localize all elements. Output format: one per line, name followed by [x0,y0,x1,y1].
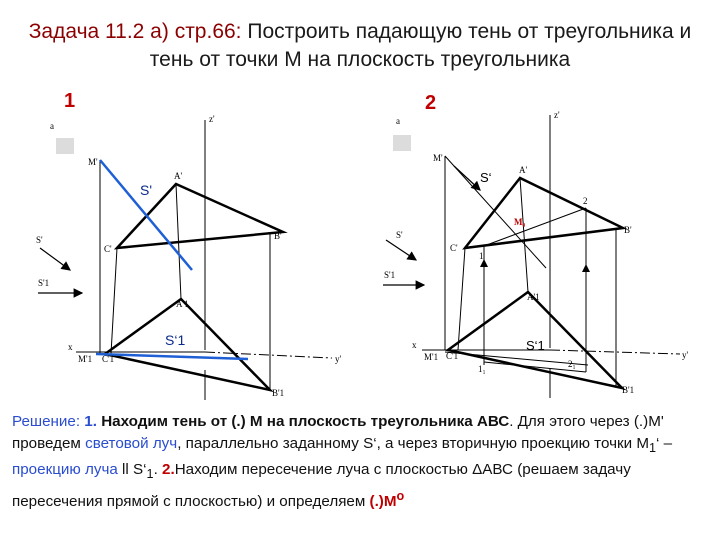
link-a [520,178,528,292]
ray-projection-term: проекцию луча [12,461,118,479]
label-a-prime: A' [519,165,528,175]
label-a1: A'1 [176,299,189,309]
label-m-prime: M' [433,153,443,163]
light-ray-term: световой луч [85,435,178,452]
s-subscript: 1 [146,467,154,482]
step-1-number: 1. [84,413,102,430]
panel-1-drawing [36,114,342,400]
label-s-prime: S‘ [480,170,492,185]
title-text: Построить падающую тень от треугольника и тень от точки М на плоскость треугольника [149,20,692,71]
label-m1: M'1 [78,354,93,364]
point-m-zero: (.)M [369,493,397,511]
grey-square [56,138,74,154]
step-2-number: 2. [162,461,175,479]
label-b1: B'1 [622,385,635,395]
step-1-heading: Находим тень от (.) М на плоскость треугольника АВС [101,413,510,430]
point-m-zero-superscript: о [396,489,405,504]
step-1-mid: , параллельно заданному S‘, а через вторичную проекцию точки М [177,435,649,452]
label-s: S' [396,230,403,240]
y-axis [550,350,680,354]
label-c1: C'1 [102,354,115,364]
page-title [10,18,710,74]
label-y: y' [682,350,689,360]
light-arrow-s-top [454,166,480,190]
label-m-prime: M' [88,157,98,167]
label-y: y' [335,354,342,364]
link-c [111,248,117,354]
label-z: z' [554,110,560,120]
label-c-prime: C' [104,244,112,254]
triangle-abc-front [465,178,623,248]
light-arrow-s [40,248,70,270]
label-b-prime: B' [624,225,632,235]
label-s-prime-1: S‘1 [526,338,545,353]
light-arrow-s [386,240,416,260]
triangle-abc-horizontal [105,299,270,390]
label-a: a [396,116,400,126]
panel-2-drawing [383,110,689,398]
label-2: 2 [583,196,588,206]
label-a-prime: A' [174,171,183,181]
label-a1: A'1 [527,292,540,302]
label-1: 1 [479,251,484,261]
label-c-prime: C' [450,243,458,253]
panel-number-2: 2 [425,92,437,114]
link-c [458,248,465,350]
label-x: x [412,340,417,350]
ray-projection [445,352,588,365]
light-ray [445,156,546,268]
label-a: a [50,121,54,131]
step-1-rest: . Для этого через (.)M' проведем [12,413,664,452]
title-lead: Задача 11.2 а) стр.66: [28,20,242,43]
parallel-text: ll S‘ [117,461,147,479]
label-m1: M'1 [424,352,439,362]
solution-prefix: Решение: [12,413,85,430]
step-2-text: Находим пересечение луча с плоскостью ΔАВС (решаем задачу пересечения прямой с плоскостью) и определяем [12,461,631,511]
label-m-zero: M₀ [514,217,526,227]
grey-square [393,135,411,151]
label-z: z' [209,114,215,124]
label-s1: S'1 [38,278,50,288]
label-s1: S'1 [384,270,396,280]
m-subscript: 1 [649,441,657,456]
label-s: S' [36,235,43,245]
construction-drawings [0,100,720,405]
solution-text [12,411,712,513]
label-s-prime-1-blue: S‘1 [165,332,186,348]
panel-number-1: 1 [64,90,76,112]
label-x: x [68,342,73,352]
label-1-1: 1₁ [478,364,486,374]
step-1-mid2: ‘ – [656,435,673,452]
label-2-1: 2₁ [568,359,576,369]
label-b-prime: B' [274,231,282,241]
label-s-prime-blue: S' [140,182,153,198]
label-b1: B'1 [272,388,285,398]
label-c1: C'1 [446,351,459,361]
sentence-end: . [153,461,163,479]
